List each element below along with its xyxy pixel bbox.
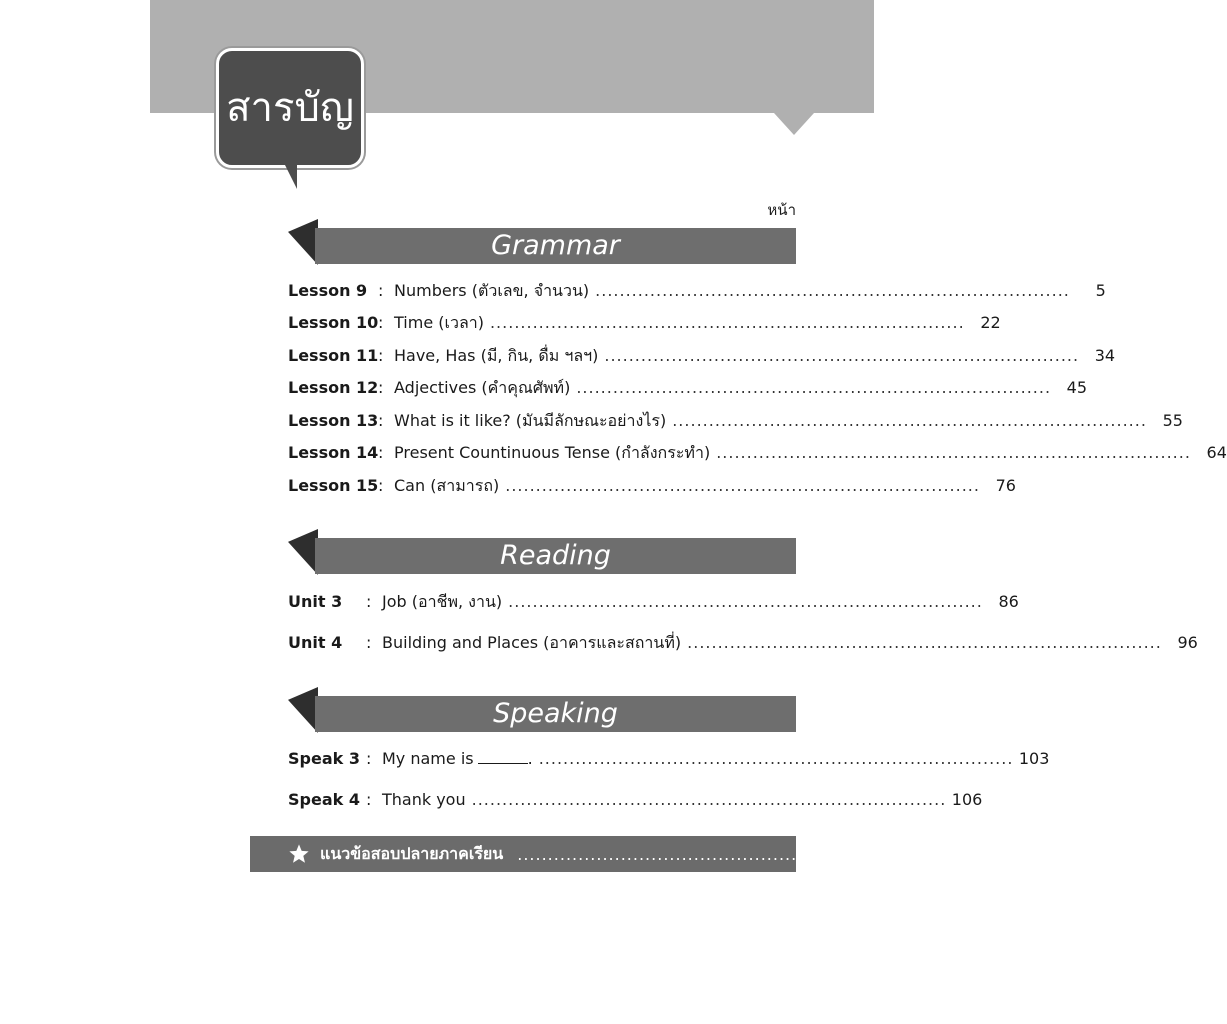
toc-row[interactable] <box>288 629 1198 657</box>
toc-text: Time (เวลา) <box>394 313 484 332</box>
toc-page: 64 <box>1206 443 1227 462</box>
toc-label: Lesson 12 <box>288 378 379 397</box>
toc-page: 76 <box>995 476 1016 495</box>
section-grammar <box>288 219 1227 495</box>
toc-row[interactable] <box>288 342 1116 370</box>
toc-text: Have, Has (มี, กิน, ดื่ม ฯลฯ) <box>394 346 599 365</box>
header-band-notch <box>774 113 814 135</box>
section-bar <box>315 696 796 732</box>
exam-leader: .............................................................................. <box>517 844 992 864</box>
section-header <box>288 219 798 259</box>
toc-text: Building and Places (อาคารและสถานที่) <box>382 633 682 652</box>
toc-row[interactable] <box>288 309 1001 337</box>
section-reading <box>288 529 1198 652</box>
toc-row[interactable] <box>288 374 1088 402</box>
section-header <box>288 529 798 569</box>
title-speech-bubble <box>216 48 364 168</box>
toc-leader: .............................................................................. <box>489 313 965 332</box>
toc-leader: .............................................................................. <box>538 749 1014 768</box>
toc-leader: .............................................................................. <box>471 790 947 809</box>
toc-row[interactable] <box>288 588 1019 616</box>
section-wedge-icon <box>288 529 318 575</box>
star-icon <box>288 843 310 865</box>
toc-page: 86 <box>998 592 1019 611</box>
toc-colon: : <box>366 790 372 809</box>
page-title: สารบัญ <box>226 85 354 131</box>
toc-label: Unit 3 <box>288 592 343 611</box>
toc-colon: : <box>378 281 384 300</box>
section-title: Speaking <box>493 698 618 729</box>
toc-label: Lesson 14 <box>288 443 379 462</box>
toc-page: 55 <box>1162 411 1183 430</box>
exam-page: 110 <box>991 844 1023 864</box>
section-header <box>288 687 798 727</box>
section-title: Reading <box>500 540 611 571</box>
toc-colon: : <box>378 313 384 332</box>
toc-leader: .............................................................................. <box>716 443 1191 462</box>
section-bar <box>315 228 796 264</box>
toc-page: 106 <box>951 790 983 809</box>
toc-text: Present Countinuous Tense (กำลังกระทำ) <box>394 443 711 462</box>
toc-text: Adjectives (คำคุณศัพท์) <box>394 378 571 397</box>
toc-page: 103 <box>1018 749 1050 768</box>
toc-colon: : <box>378 443 384 462</box>
toc-row[interactable] <box>288 786 983 814</box>
toc-text: What is it like? (มันมีลักษณะอย่างไร) <box>394 411 667 430</box>
toc-colon: : <box>366 749 372 768</box>
toc-label: Unit 4 <box>288 633 343 652</box>
toc-label: Speak 3 <box>288 749 360 768</box>
toc-leader: .............................................................................. <box>604 346 1080 365</box>
toc-leader: .............................................................................. <box>595 281 1070 300</box>
toc-row[interactable] <box>288 277 1106 305</box>
toc-label: Lesson 9 <box>288 281 368 300</box>
toc-text: Can (สามารถ) <box>394 476 500 495</box>
toc-text-group <box>382 745 533 773</box>
exam-title: แนวข้อสอบปลายภาคเรียน <box>320 843 504 863</box>
toc-page: 22 <box>980 313 1001 332</box>
toc-row[interactable] <box>288 439 1227 467</box>
toc-label: Speak 4 <box>288 790 360 809</box>
toc-leader: .............................................................................. <box>576 378 1052 397</box>
toc-label: Lesson 10 <box>288 313 379 332</box>
toc-label: Lesson 15 <box>288 476 379 495</box>
toc-page: 96 <box>1177 633 1198 652</box>
toc-label: Lesson 11 <box>288 346 379 365</box>
page-column-label: หน้า <box>767 201 796 219</box>
toc-colon: : <box>366 633 372 652</box>
fill-in-blank <box>478 749 528 764</box>
toc-label: Lesson 13 <box>288 411 379 430</box>
contents-page <box>150 0 1227 1024</box>
toc-colon: : <box>366 592 372 611</box>
toc-text-suffix: . <box>527 749 533 768</box>
toc-text: My name is <box>382 749 474 768</box>
section-title: Grammar <box>491 230 620 261</box>
toc-row[interactable] <box>288 745 1050 773</box>
toc-colon: : <box>378 476 384 495</box>
section-bar <box>315 538 796 574</box>
toc-page: 5 <box>1095 281 1106 300</box>
toc-row[interactable] <box>288 407 1183 435</box>
toc-colon: : <box>378 346 384 365</box>
section-wedge-icon <box>288 219 318 265</box>
section-wedge-icon <box>288 687 318 733</box>
toc-leader: .............................................................................. <box>672 411 1147 430</box>
toc-text: Numbers (ตัวเลข, จำนวน) <box>394 281 590 300</box>
section-speaking <box>288 687 1050 809</box>
toc-colon: : <box>378 411 384 430</box>
toc-page: 45 <box>1066 378 1088 397</box>
toc-leader: .............................................................................. <box>687 633 1162 652</box>
toc-text: Thank you <box>382 790 466 809</box>
toc-leader: .............................................................................. <box>508 592 983 611</box>
toc-leader: .............................................................................. <box>505 476 980 495</box>
toc-text: Job (อาชีพ, งาน) <box>382 592 503 611</box>
speech-bubble-tail <box>284 163 297 189</box>
exam-row[interactable] <box>250 836 1023 872</box>
toc-row[interactable] <box>288 472 1016 500</box>
toc-page: 34 <box>1094 346 1116 365</box>
toc-colon: : <box>378 378 384 397</box>
